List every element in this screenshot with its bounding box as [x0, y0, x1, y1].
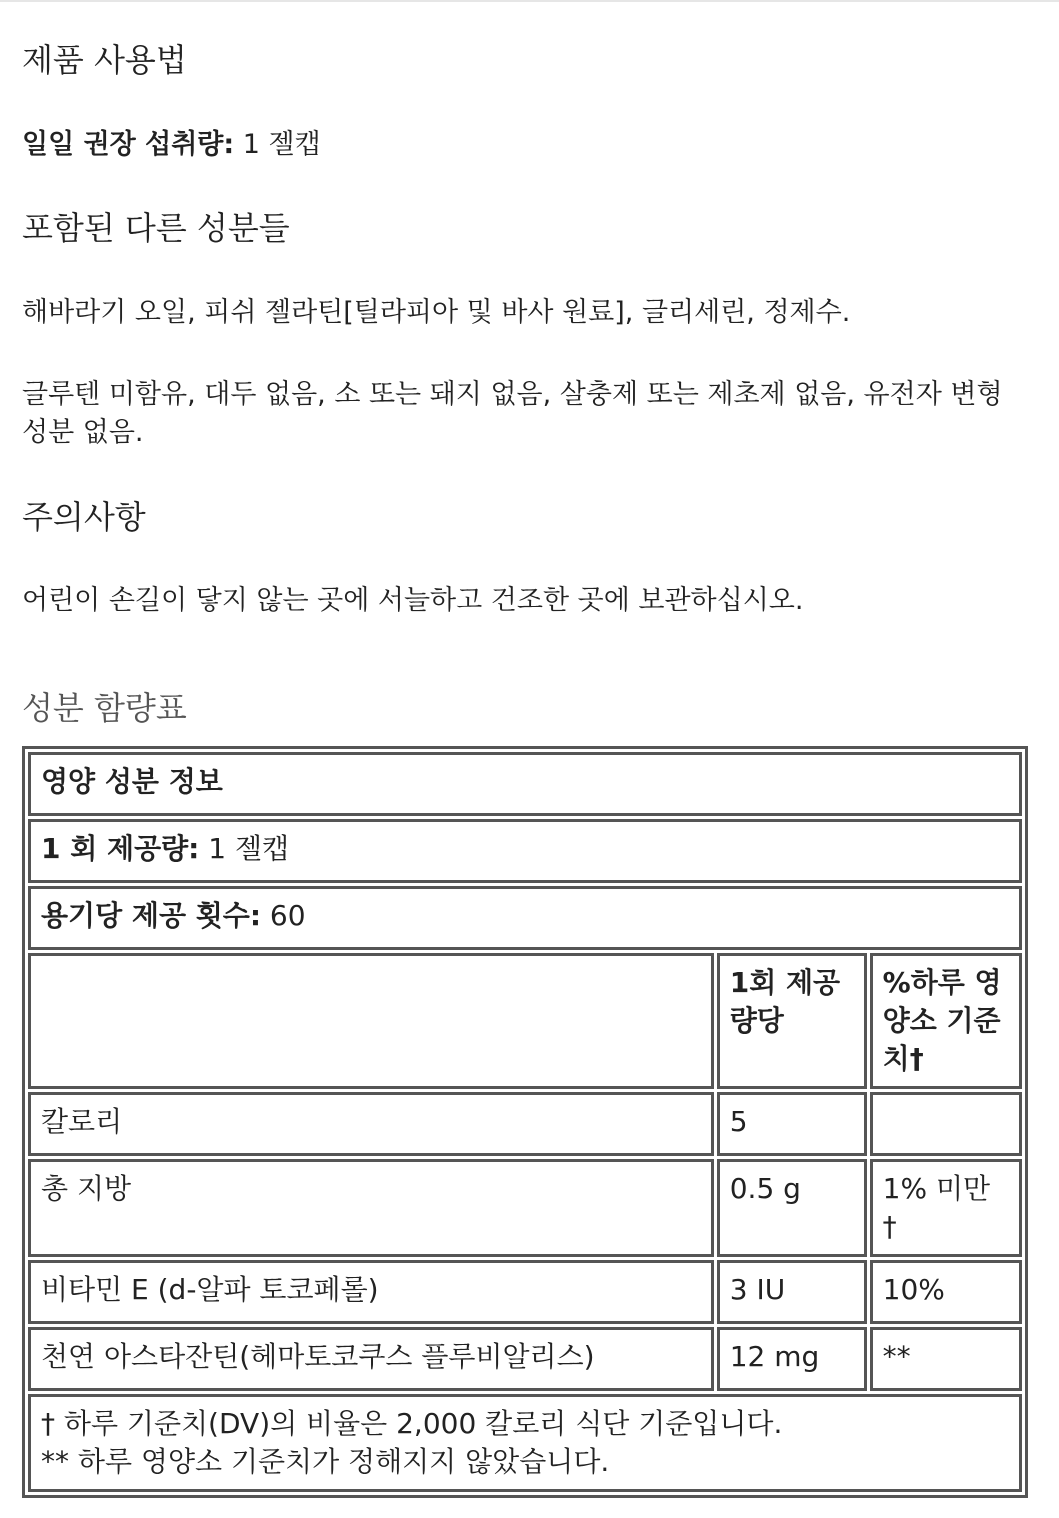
serving-size-label: 1 회 제공량: [41, 832, 200, 865]
footnote-dv: † 하루 기준치(DV)의 비율은 2,000 칼로리 식단 기준입니다. [41, 1407, 783, 1440]
header-empty-cell [28, 953, 714, 1089]
serving-size-row [28, 819, 1022, 883]
caution-heading: 주의사항 [22, 498, 146, 536]
header-amount: 1회 제공량당 [717, 953, 867, 1089]
nutrient-amount: 5 [717, 1092, 867, 1156]
serving-size-cell [28, 819, 1022, 883]
servings-cell [28, 886, 1022, 950]
table-title: 영양 성분 정보 [28, 752, 1022, 816]
nutrient-name: 비타민 E (d-알파 토코페롤) [28, 1260, 714, 1324]
usage-heading: 제품 사용법 [22, 41, 187, 79]
table-row [28, 1159, 1022, 1257]
header-daily-value: %하루 영양소 기준치† [870, 953, 1022, 1089]
free-of-text: 글루텐 미함유, 대두 없음, 소 또는 돼지 없음, 살충제 또는 제초제 없음, 유전자 변형 성분 없음. [22, 379, 1003, 448]
table-title-row [28, 752, 1022, 816]
footnote-cell [28, 1394, 1022, 1492]
nutrient-amount: 3 IU [717, 1260, 867, 1324]
servings-label: 용기당 제공 횟수: [41, 899, 262, 932]
servings-row [28, 886, 1022, 950]
table-row [28, 1327, 1022, 1391]
footnote-no-dv: ** 하루 영양소 기준치가 정해지지 않았습니다. [41, 1445, 610, 1478]
daily-dose [22, 126, 1022, 164]
nutrition-facts-table [22, 746, 1028, 1498]
table-row [28, 1260, 1022, 1324]
servings-value: 60 [261, 899, 306, 932]
ingredients-text: 해바라기 오일, 피쉬 젤라틴[틸라피아 및 바사 원료], 글리세린, 정제수. [22, 297, 851, 328]
table-row [28, 1092, 1022, 1156]
daily-dose-label: 일일 권장 섭취량: [22, 129, 235, 160]
other-ingredients-heading: 포함된 다른 성분들 [22, 209, 290, 247]
nutrient-dv: 10% [870, 1260, 1022, 1324]
caution-text: 어린이 손길이 닿지 않는 곳에 서늘하고 건조한 곳에 보관하십시오. [22, 585, 804, 616]
nutrient-name: 칼로리 [28, 1092, 714, 1156]
nutrient-name: 총 지방 [28, 1159, 714, 1257]
nutrient-dv: 1% 미만 † [870, 1159, 1022, 1257]
footnote-row [28, 1394, 1022, 1492]
top-divider [0, 0, 1059, 2]
nutrient-dv: ** [870, 1327, 1022, 1391]
serving-size-value: 1 젤캡 [199, 832, 290, 865]
daily-dose-value: 1 젤캡 [234, 129, 321, 160]
nutrient-amount: 0.5 g [717, 1159, 867, 1257]
column-header-row [28, 953, 1022, 1089]
facts-heading: 성분 함량표 [22, 689, 187, 727]
nutrient-amount: 12 mg [717, 1327, 867, 1391]
nutrient-dv [870, 1092, 1022, 1156]
nutrient-name: 천연 아스타잔틴(헤마토코쿠스 플루비알리스) [28, 1327, 714, 1391]
